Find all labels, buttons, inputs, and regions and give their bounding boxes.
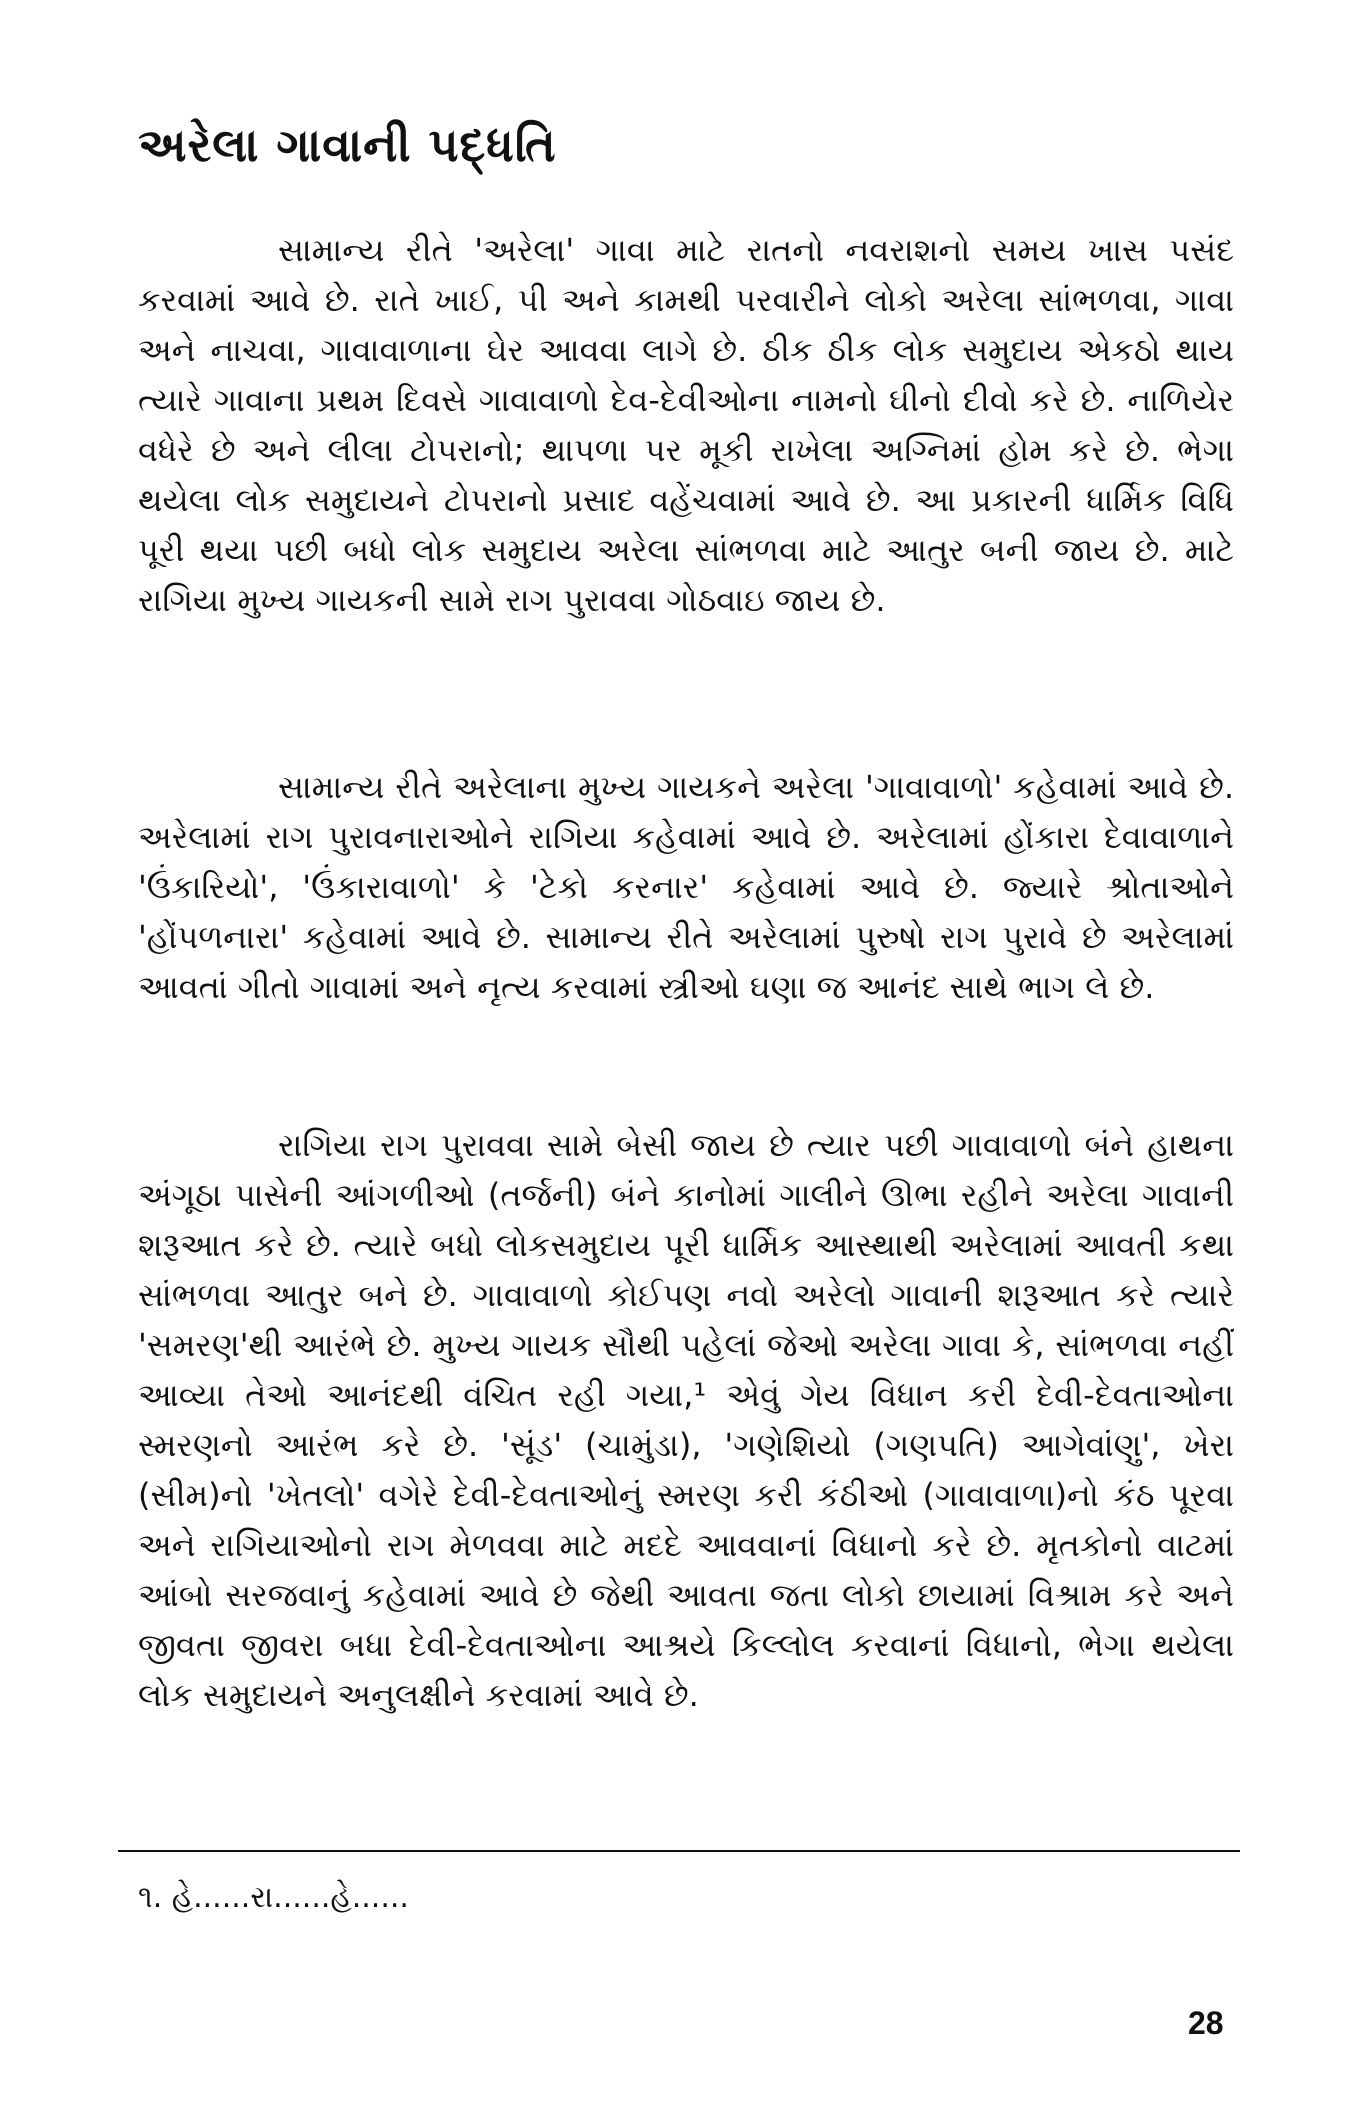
footnote-divider — [118, 1850, 1240, 1852]
page-number: 28 — [1188, 2005, 1224, 2041]
body-paragraph-3: રાગિયા રાગ પુરાવવા સામે બેસી જાય છે ત્યાર પછી ગાવાવાળો બંને હાથના અંગૂઠા પાસેની આંગળીઓ (તર્જની) બંને કાનોમાં ગાલીને ઊભા રહીને અરેલા ગાવાની શરૂઆત કરે છે. ત્યારે બધો લોકસમુદાય પૂરી ધાર્મિક આસ્થાથી અરેલામાં આવતી કથા સાંભળવા આતુર બને છે. ગાવાવાળો કોઈપણ નવો અરેલો ગાવાની શરૂઆત કરે ત્યારે 'સમરણ'થી આરંભે છે. મુખ્ય ગાયક સૌથી પહેલાં જેઓ અરેલા ગાવા કે, સાંભળવા નહીં આવ્યા તેઓ આનંદથી વંચિત રહી ગયા,¹ એવું ગેય વિધાન કરી દેવી-દેવતાઓના સ્મરણનો આરંભ કરે છે. 'સૂંડ' (ચામુંડા), 'ગણેશિયો (ગણપતિ) આગેવાંણુ', ખેરા (સીમ)નો 'ખેતલો' વગેરે દેવી-દેવતાઓનું સ્મરણ કરી કંઠીઓ (ગાવાવાળા)નો કંઠ પૂરવા અને રાગિયાઓનો રાગ મેળવવા માટે મદદે આવવાનાં વિધાનો કરે છે. મૃતકોનો વાટમાં આંબો સરજવાનું કહેવામાં આવે છે જેથી આવતા જતા લોકો છાયામાં વિશ્રામ કરે અને જીવતા જીવરા બધા દેવી-દેવતાઓના આશ્રયે કિલ્લોલ કરવાનાં વિધાનો, ભેગા થયેલા લોક સમુદાયને અનુલક્ષીને કરવામાં આવે છે. — [138, 1126, 1234, 1714]
section-heading: અરેલા ગાવાની પદ્ધતિ — [138, 118, 557, 172]
body-paragraph-1: સામાન્ય રીતે 'અરેલા' ગાવા માટે રાતનો નવરાશનો સમય ખાસ પસંદ કરવામાં આવે છે. રાતે ખાઈ, પી અને કામથી પરવારીને લોકો અરેલા સાંભળવા, ગાવા અને નાચવા, ગાવાવાળાના ઘેર આવવા લાગે છે. ઠીક ઠીક લોક સમુદાય એકઠો થાય ત્યારે ગાવાના પ્રથમ દિવસે ગાવાવાળો દેવ-દેવીઓના નામનો ઘીનો દીવો કરે છે. નાળિયેર વધેરે છે અને લીલા ટોપરાનો; થાપળા પર મૂકી રાખેલા અગ્નિમાં હોમ કરે છે. ભેગા થયેલા લોક સમુદાયને ટોપરાનો પ્રસાદ વહેંચવામાં આવે છે. આ પ્રકારની ધાર્મિક વિધિ પૂરી થયા પછી બધો લોક સમુદાય અરેલા સાંભળવા માટે આતુર બની જાય છે. માટે રાગિયા મુખ્ય ગાયકની સામે રાગ પુરાવવા ગોઠવાઇ જાય છે. — [138, 231, 1234, 619]
body-paragraph-2: સામાન્ય રીતે અરેલાના મુખ્ય ગાયકને અરેલા 'ગાવાવાળો' કહેવામાં આવે છે. અરેલામાં રાગ પુરાવનારાઓને રાગિયા કહેવામાં આવે છે. અરેલામાં હોંકારા દેવાવાળાને 'ઉંકારિયો', 'ઉંકારાવાળો' કે 'ટેકો કરનાર' કહેવામાં આવે છે. જ્યારે શ્રોતાઓને 'હોંપળનારા' કહેવામાં આવે છે. સામાન્ય રીતે અરેલામાં પુરુષો રાગ પુરાવે છે અરેલામાં આવતાં ગીતો ગાવામાં અને નૃત્ય કરવામાં સ્ત્રીઓ ઘણા જ આનંદ સાથે ભાગ લે છે. — [138, 768, 1234, 1006]
footnote: ૧. હે......રા......હે...... — [138, 1880, 409, 1915]
